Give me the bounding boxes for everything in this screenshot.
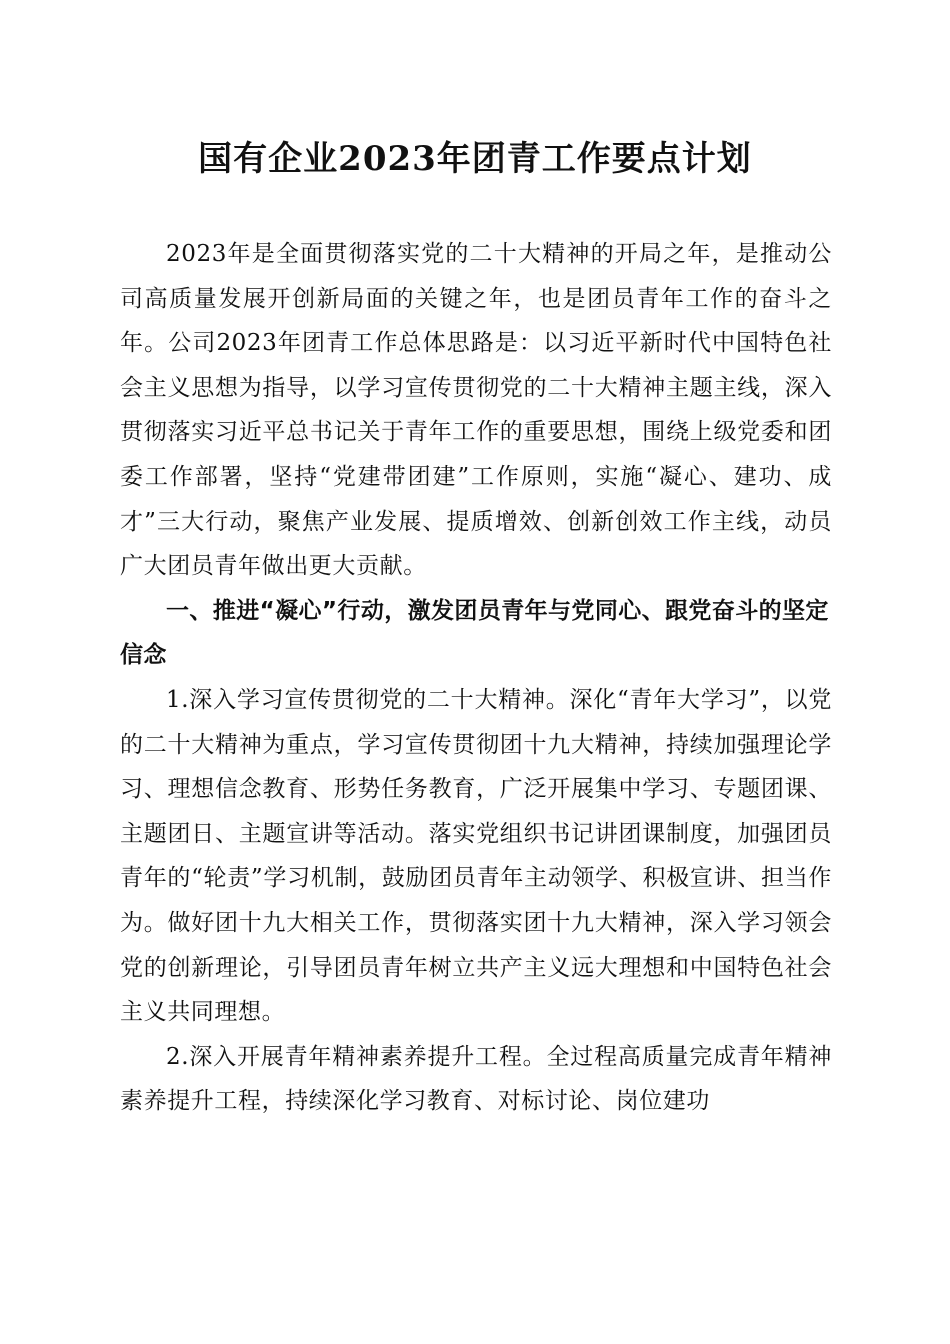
intro-paragraph: 2023年是全面贯彻落实党的二十大精神的开局之年，是推动公司高质量发展开创新局面的关键之年，也是团员青年工作的奋斗之年。公司2023年团青工作总体思路是：以习近平新时代中国特色社会主义思想为指导，以学习宣传贯彻党的二十大精神主题主线，深入贯彻落实习近平总书记关于青年工作的重要思想，围绕上级党委和团委工作部署，坚持“党建带团建”工作原则，实施“凝心、建功、成才”三大行动，聚焦产业发展、提质增效、创新创效工作主线，动员广大团员青年做出更大贡献。 bbox=[120, 241, 832, 580]
document-title: 国有企业2023年团青工作要点计划 bbox=[198, 139, 752, 179]
item-paragraph-1: 1.深入学习宣传贯彻党的二十大精神。深化“青年大学习”，以党的二十大精神为重点，学习宣传贯彻团十九大精神，持续加强理论学习、理想信念教育、形势任务教育，广泛开展集中学习、专题团课、主题团日、主题宣讲等活动。落实党组织书记讲团课制度，加强团员青年的“轮责”学习机制，鼓励团员青年主动领学、积极宣讲、担当作为。做好团十九大相关工作，贯彻落实团十九大精神，深入学习领会党的创新理论，引导团员青年树立共产主义远大理想和中国特色社会主义共同理想。 bbox=[120, 686, 832, 1026]
section-heading-1: 一、推进“凝心”行动，激发团员青年与党同心、跟党奋斗的坚定信念 bbox=[120, 597, 829, 669]
document-body bbox=[120, 232, 832, 1124]
item-paragraph-2: 2.深入开展青年精神素养提升工程。全过程高质量完成青年精神素养提升工程，持续深化学习教育、对标讨论、岗位建功 bbox=[120, 1043, 832, 1115]
